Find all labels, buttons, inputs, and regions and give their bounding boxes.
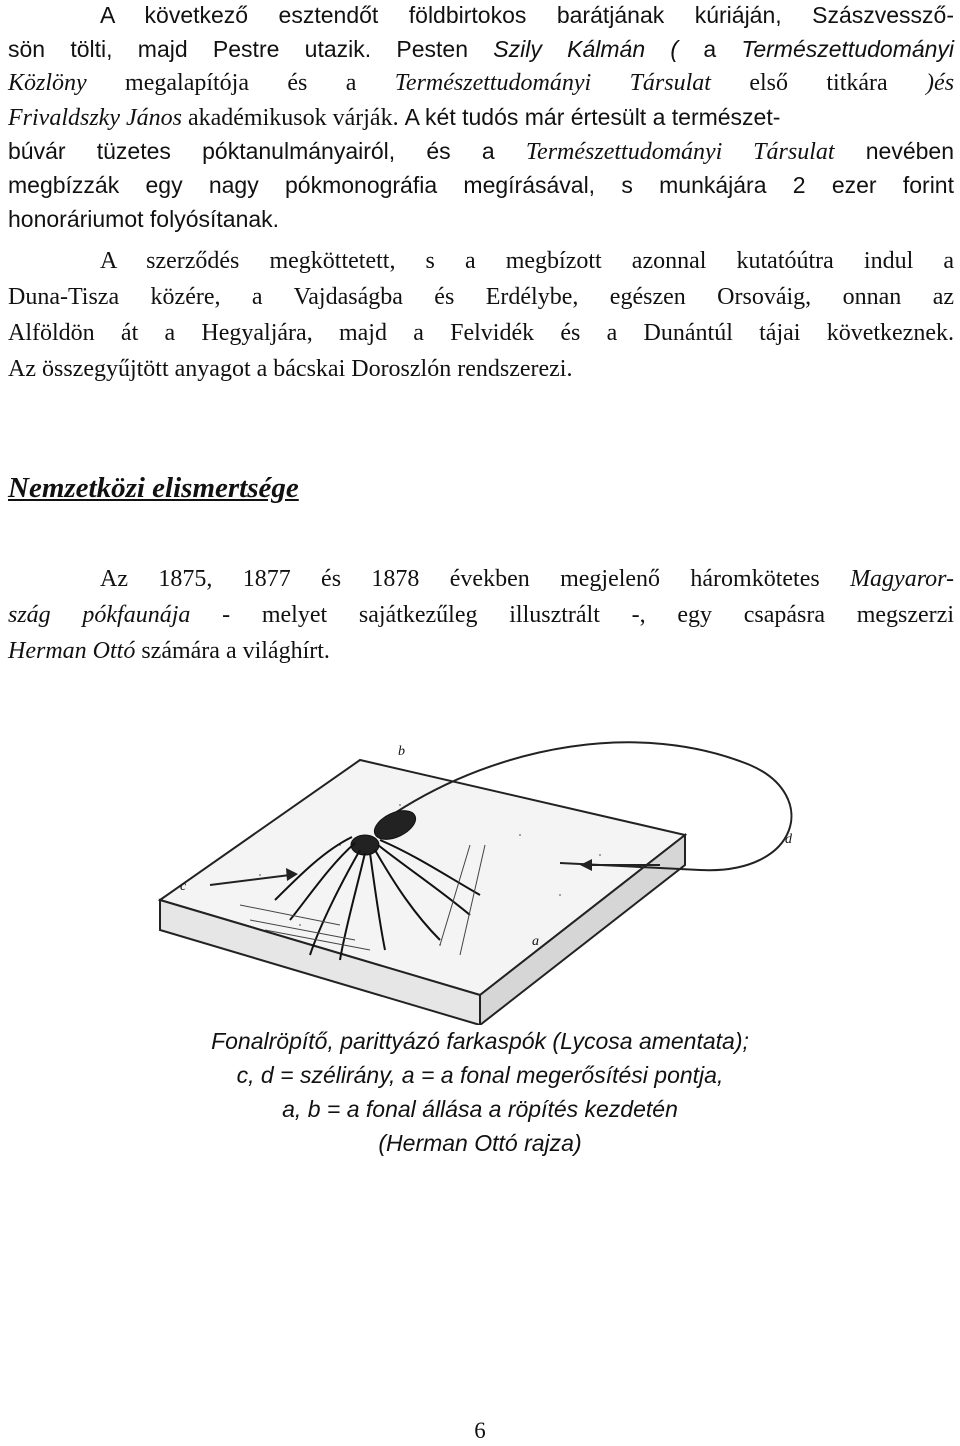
p2-line-3: Alföldön át a Hegyaljára, majd a Felvidék és a Dunántúl tájai következnek. — [8, 320, 954, 346]
page-number: 6 — [474, 1418, 486, 1443]
p1-line-7: honoráriumot folyósítanak. — [8, 206, 280, 232]
label-d: d — [785, 832, 792, 847]
caption-line-2: c, d = szélirány, a = a fonal megerősítési pontja, — [236, 1062, 724, 1088]
p1-line-6: megbízzák egy nagy pókmonográfia megírásával, s munkájára 2 ezer forint — [8, 172, 954, 198]
p1-line-5: búvár tüzetes póktanulmányairól, és a Természettudományi Társulat nevében — [8, 138, 955, 165]
spider-illustration — [140, 725, 812, 1025]
p3-line-3: Herman Ottó számára a világhírt. — [8, 638, 330, 664]
section-heading: Nemzetközi elismertsége — [8, 472, 299, 504]
caption-line-3: a, b = a fonal állása a röpítés kezdetén — [282, 1096, 678, 1122]
p2-line-4: Az összegyűjtött anyagot a bácskai Doroszlón rendszerezi. — [8, 356, 573, 382]
p2-line-1: A szerződés megköttetett, s a megbízott azonnal kutatóútra indul a — [100, 248, 954, 274]
label-c: c — [180, 879, 187, 894]
caption-line-1: Fonalröpítő, parittyázó farkaspók (Lycosa amentata); — [211, 1028, 749, 1054]
label-b: b — [398, 744, 405, 759]
p1-line-1: A következő esztendőt földbirtokos barátjának kúriáján, Szászvessző- — [100, 2, 954, 28]
p1-line-2: sön tölti, majd Pestre utazik. Pesten Szily Kálmán ( a Természettudományi — [8, 36, 955, 62]
p3-line-2: szág pókfaunája - melyet sajátkezűleg illusztrált -, egy csapásra megszerzi — [8, 602, 954, 628]
p2-line-2: Duna-Tisza közére, a Vajdaságba és Erdélybe, egészen Orsováig, onnan az — [8, 284, 954, 310]
p1-line-4: Frivaldszky János akadémikusok várják. A két tudós már értesült a természet- — [8, 104, 781, 131]
figure-caption — [0, 1024, 960, 1160]
label-a: a — [532, 934, 539, 949]
p3-line-1: Az 1875, 1877 és 1878 években megjelenő háromkötetes Magyaror- — [100, 566, 955, 592]
caption-line-4: (Herman Ottó rajza) — [378, 1130, 582, 1156]
p1-line-3: Közlöny megalapítója és a Természettudományi Társulat első titkára )és — [8, 70, 955, 96]
